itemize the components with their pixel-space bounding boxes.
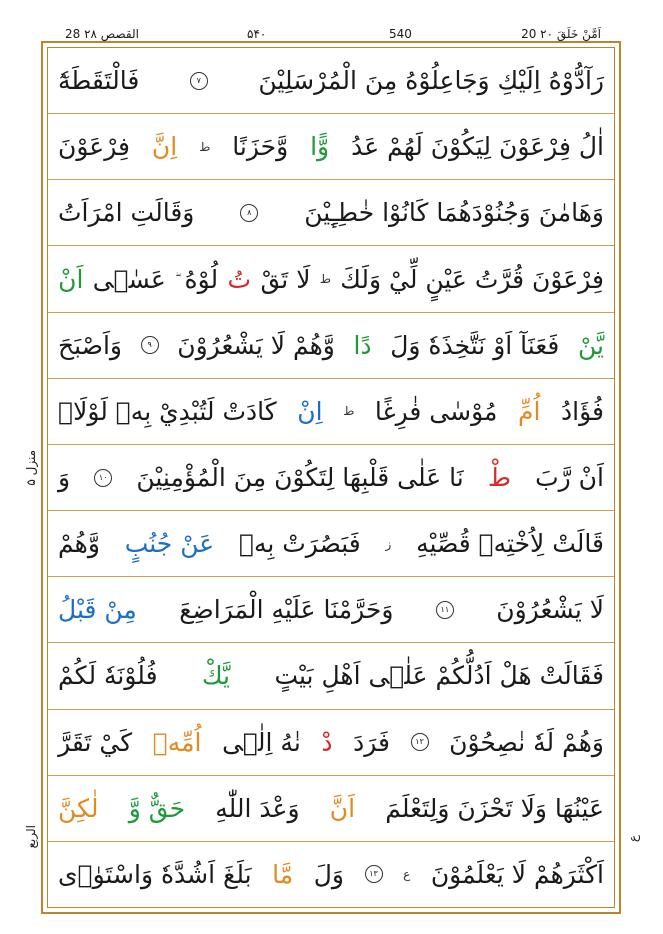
text-segment: وًّا — [310, 132, 330, 162]
ayah-marker: ۱۳ — [365, 865, 383, 883]
pause-mark: ز — [385, 536, 392, 551]
text-segment: يَّنْ — [578, 330, 604, 360]
pause-mark: ط — [319, 272, 331, 287]
text-segment: اَنَّ — [329, 793, 356, 823]
text-segment: وَعْدَ اللّٰهِ — [215, 793, 300, 823]
text-segment: نٰهُ اِلٰۤى — [222, 727, 301, 757]
text-line-6 — [48, 379, 614, 445]
page-header — [47, 27, 615, 47]
text-segment: وَقَالَتِ امْرَاَتُ — [58, 198, 195, 228]
ayah-marker: ۸ — [240, 204, 258, 222]
margin-manzil-note: منزل ۵ — [24, 450, 38, 486]
text-line-3 — [48, 180, 614, 246]
text-segment: فُؤَادُ — [561, 396, 604, 426]
text-segment: اَنْ رَّبَ — [535, 463, 604, 493]
pause-mark: ع — [403, 867, 411, 882]
margin-rub-note: الربع — [24, 825, 38, 849]
text-segment: وَلَ — [313, 859, 344, 889]
text-line-13 — [48, 842, 614, 907]
page-number-arabic: ۵۴۰ — [243, 27, 270, 41]
text-line-7 — [48, 445, 614, 511]
text-segment: لٰكِنَّ — [58, 793, 99, 823]
text-segment: كَادَتْ لَتُبْدِيْ بِهٖ لَوْلَاۤ — [58, 396, 277, 426]
text-segment: يَّكْ — [201, 661, 231, 691]
text-segment: وَهُمْ لَهٗ نٰصِحُوْنَ — [449, 727, 604, 757]
text-segment: اٰلُ فِرْعَوْنَ لِيَكُوْنَ لَهُمْ عَدُ — [351, 132, 604, 162]
ayah-marker: ۱۰ — [94, 469, 112, 487]
pause-mark: ط — [343, 404, 355, 419]
text-segment: اُمِّ — [518, 396, 541, 426]
text-segment: مِنْ قَبْلُ — [58, 595, 137, 625]
text-segment: لُوْهُ — [184, 264, 219, 294]
text-segment: تُ — [227, 264, 252, 294]
pause-mark: ط — [199, 139, 211, 154]
ayah-marker: ۹ — [141, 336, 159, 354]
text-line-5 — [48, 313, 614, 379]
text-line-2 — [48, 114, 614, 180]
text-line-4 — [48, 246, 614, 312]
text-segment: فِرْعَوْنَ — [58, 132, 130, 162]
text-segment: نَا عَلٰى قَلْبِهَا لِتَكُوْنَ مِنَ الْمُؤْمِنِيْنَ — [136, 463, 464, 493]
text-segment: عَيْنُهَا وَلَا تَحْزَنَ وَلِتَعْلَمَ — [385, 793, 604, 823]
text-segment: قَالَتْ لِاُخْتِهٖ قُصِّيْهِ — [416, 529, 604, 559]
text-segment: لَا تَقْ — [260, 264, 311, 294]
text-segment: وَاَصْبَحَ — [58, 330, 122, 360]
text-segment: عَنْ جُنُبٍ — [124, 529, 215, 559]
text-segment: دًا — [353, 330, 372, 360]
page-number: 540 — [385, 27, 416, 41]
text-segment: عَسٰۤى — [92, 264, 166, 294]
text-segment: وَّهُمْ — [58, 529, 100, 559]
text-segment: مَّا — [272, 859, 294, 889]
text-segment: اِنَّ — [151, 132, 178, 162]
text-segment: رَآدُّوْهُ اِلَيْكِ وَجَاعِلُوْهُ مِنَ الْمُرْسَلِيْنَ — [258, 66, 604, 96]
juz-right-label: 20 اَمَّنْ خَلَقَ ۲۰ — [517, 27, 605, 41]
ayah-marker: ۱۱ — [436, 601, 454, 619]
quran-text-body — [48, 48, 614, 907]
text-segment: اَكْثَرَهُمْ لَا يَعْلَمُوْنَ — [430, 859, 604, 889]
text-segment: اِنْ — [297, 396, 323, 426]
text-segment: فَقَالَتْ هَلْ اَدُلُّكُمْ عَلٰۤى اَهْلِ بَيْتٍ — [274, 661, 604, 691]
text-segment: لَا يَشْعُرُوْنَ — [496, 595, 604, 625]
text-segment: اَنْ — [58, 264, 84, 294]
text-line-8 — [48, 511, 614, 577]
ayah-marker: ۷ — [190, 72, 208, 90]
text-line-9 — [48, 577, 614, 643]
text-line-10 — [48, 643, 614, 709]
text-segment: فَبَصُرَتْ بِهٖ — [238, 529, 361, 559]
text-segment: فَرَدَ — [353, 727, 390, 757]
text-segment: وَّحَزَنًا — [232, 132, 289, 162]
text-segment: كَيْ تَقَرَّ — [58, 727, 133, 757]
text-segment: وَهَامٰنَ وَجُنُوْدَهُمَا كَانُوْا خٰطِـِٕيْنَ — [304, 198, 604, 228]
text-line-12 — [48, 776, 614, 842]
text-segment: وَ — [58, 463, 71, 493]
ayah-marker: ۱۲ — [411, 733, 429, 751]
text-segment: فُلُوْنَهٗ لَكُمْ — [58, 661, 158, 691]
text-segment: بَلَغَ اَشُدَّهٗ وَاسْتَوٰۤى — [58, 859, 252, 889]
margin-ruku-note: ع — [626, 835, 640, 843]
text-segment: فَعَنَآ اَوْ نَتَّخِذَهٗ وَلَ — [390, 330, 560, 360]
text-segment: فَالْتَقَطَهٗٓ — [58, 66, 140, 96]
text-segment: دْ — [321, 727, 333, 757]
text-segment: اُمِّهٖ — [152, 727, 202, 757]
juz-left-label: 28 القصص ۲۸ — [61, 27, 143, 41]
text-segment: فِرْعَوْنَ قُرَّتُ عَيْنٍ لِّيْ وَلَكَ — [340, 264, 604, 294]
text-segment: مُوْسٰى فٰرِغًا — [374, 396, 498, 426]
text-segment: وَّهُمْ لَا يَشْعُرُوْنَ — [177, 330, 335, 360]
text-line-1 — [48, 48, 614, 114]
text-segment: وَحَرَّمْنَا عَلَيْهِ الْمَرَاضِعَ — [179, 595, 394, 625]
text-segment: حَقٌّ وَّ — [128, 793, 186, 823]
text-segment: طْ — [487, 463, 511, 493]
text-line-11 — [48, 710, 614, 776]
